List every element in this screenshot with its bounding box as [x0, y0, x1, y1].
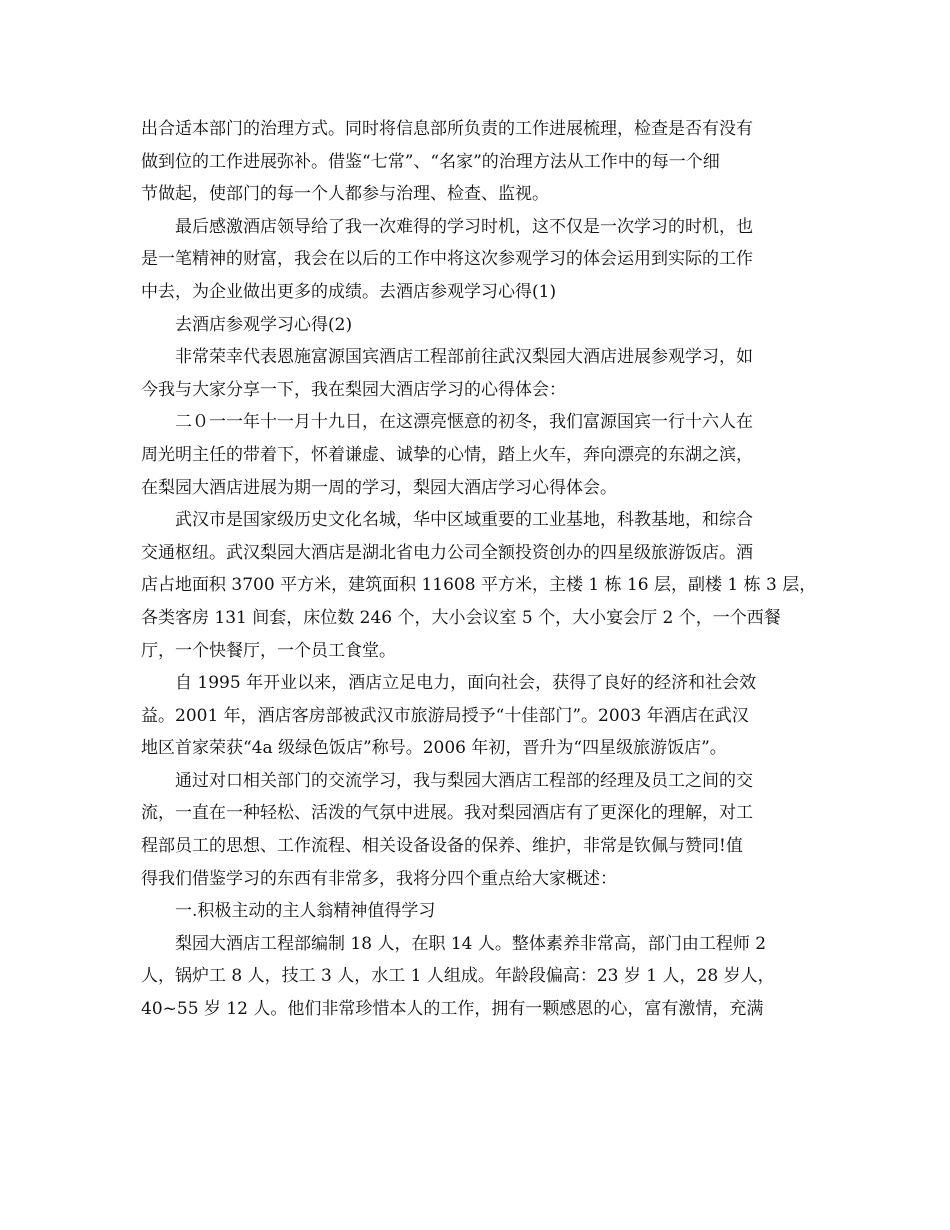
text-line: 店占地面积 3700 平方米，建筑面积 11608 平方米，主楼 1 栋 16 层，副楼 1 栋 3 层，	[141, 575, 817, 596]
text-line: 益。2001 年，酒店客房部被武汉市旅游局授予“十佳部门”。2003 年酒店在武汉	[141, 705, 749, 726]
text-line: 程部员工的思想、工作流程、相关设备设备的保养、维护，非常是钦佩与赞同!值	[141, 836, 743, 857]
text-line: 交通枢纽。武汉梨园大酒店是湖北省电力公司全额投资创办的四星级旅游饭店。酒	[141, 542, 753, 563]
paragraph-first-line: 梨园大酒店工程部编制 18 人，在职 14 人。整体素养非常高，部门由工程师 2	[175, 933, 767, 954]
text-line: 厅，一个快餐厅，一个员工食堂。	[141, 640, 396, 661]
text-line: 流，一直在一种轻松、活泼的气氛中进展。我对梨园酒店有了更深化的理解，对工	[141, 803, 753, 824]
paragraph-first-line: 通过对口相关部门的交流学习，我与梨园大酒店工程部的经理及员工之间的交	[175, 770, 753, 791]
text-line: 周光明主任的带着下，怀着谦虚、诚挚的心情，踏上火车，奔向漂亮的东湖之滨，	[141, 444, 753, 465]
text-line: 在梨园大酒店进展为期一周的学习，梨园大酒店学习心得体会。	[141, 477, 617, 498]
paragraph-first-line: 二０一一年十一月十九日，在这漂亮惬意的初冬，我们富源国宾一行十六人在	[175, 412, 753, 433]
text-line: 人，锅炉工 8 人，技工 3 人，水工 1 人组成。年龄段偏高：23 岁 1 人，28 岁人，	[141, 966, 775, 987]
text-line: 出合适本部门的治理方式。同时将信息部所负责的工作进展梳理，检查是否有没有	[141, 119, 753, 139]
text-line: 40~55 岁 12 人。他们非常珍惜本人的工作，拥有一颗感恩的心，富有激情，充满	[141, 999, 764, 1020]
document-body	[141, 113, 821, 1026]
paragraph-first-line: 最后感激酒店领导给了我一次难得的学习时机，这不仅是一次学习的时机，也	[175, 216, 753, 237]
paragraph-first-line: 武汉市是国家级历史文化名城，华中区域重要的工业基地，科教基地，和综合	[175, 510, 753, 531]
text-line: 做到位的工作进展弥补。借鉴“七常”、“名家”的治理方法从工作中的每一个细	[141, 151, 720, 172]
paragraph-first-line: 自 1995 年开业以来，酒店立足电力，面向社会，获得了良好的经济和社会效	[175, 673, 757, 694]
paragraph-first-line: 一.积极主动的主人翁精神值得学习	[175, 901, 436, 922]
text-line: 是一笔精神的财富，我会在以后的工作中将这次参观学习的体会运用到实际的工作	[141, 249, 753, 270]
text-line: 中去，为企业做出更多的成绩。去酒店参观学习心得(1)	[141, 281, 557, 302]
paragraph-first-line: 去酒店参观学习心得(2)	[175, 314, 353, 335]
paragraph-first-line: 非常荣幸代表恩施富源国宾酒店工程部前往武汉梨园大酒店进展参观学习，如	[175, 347, 753, 368]
text-line: 地区首家荣获“4a 级绿色饭店”称号。2006 年初，晋升为“四星级旅游饭店”。	[141, 738, 727, 759]
text-line: 得我们借鉴学习的东西有非常多，我将分四个重点给大家概述：	[141, 868, 617, 889]
text-line: 各类客房 131 间套，床位数 246 个，大小会议室 5 个，大小宴会厅 2 个，一个西餐	[141, 607, 781, 628]
text-line: 节做起，使部门的每一个人都参与治理、检查、监视。	[141, 184, 549, 205]
text-line: 今我与大家分享一下，我在梨园大酒店学习的心得体会：	[141, 379, 566, 400]
